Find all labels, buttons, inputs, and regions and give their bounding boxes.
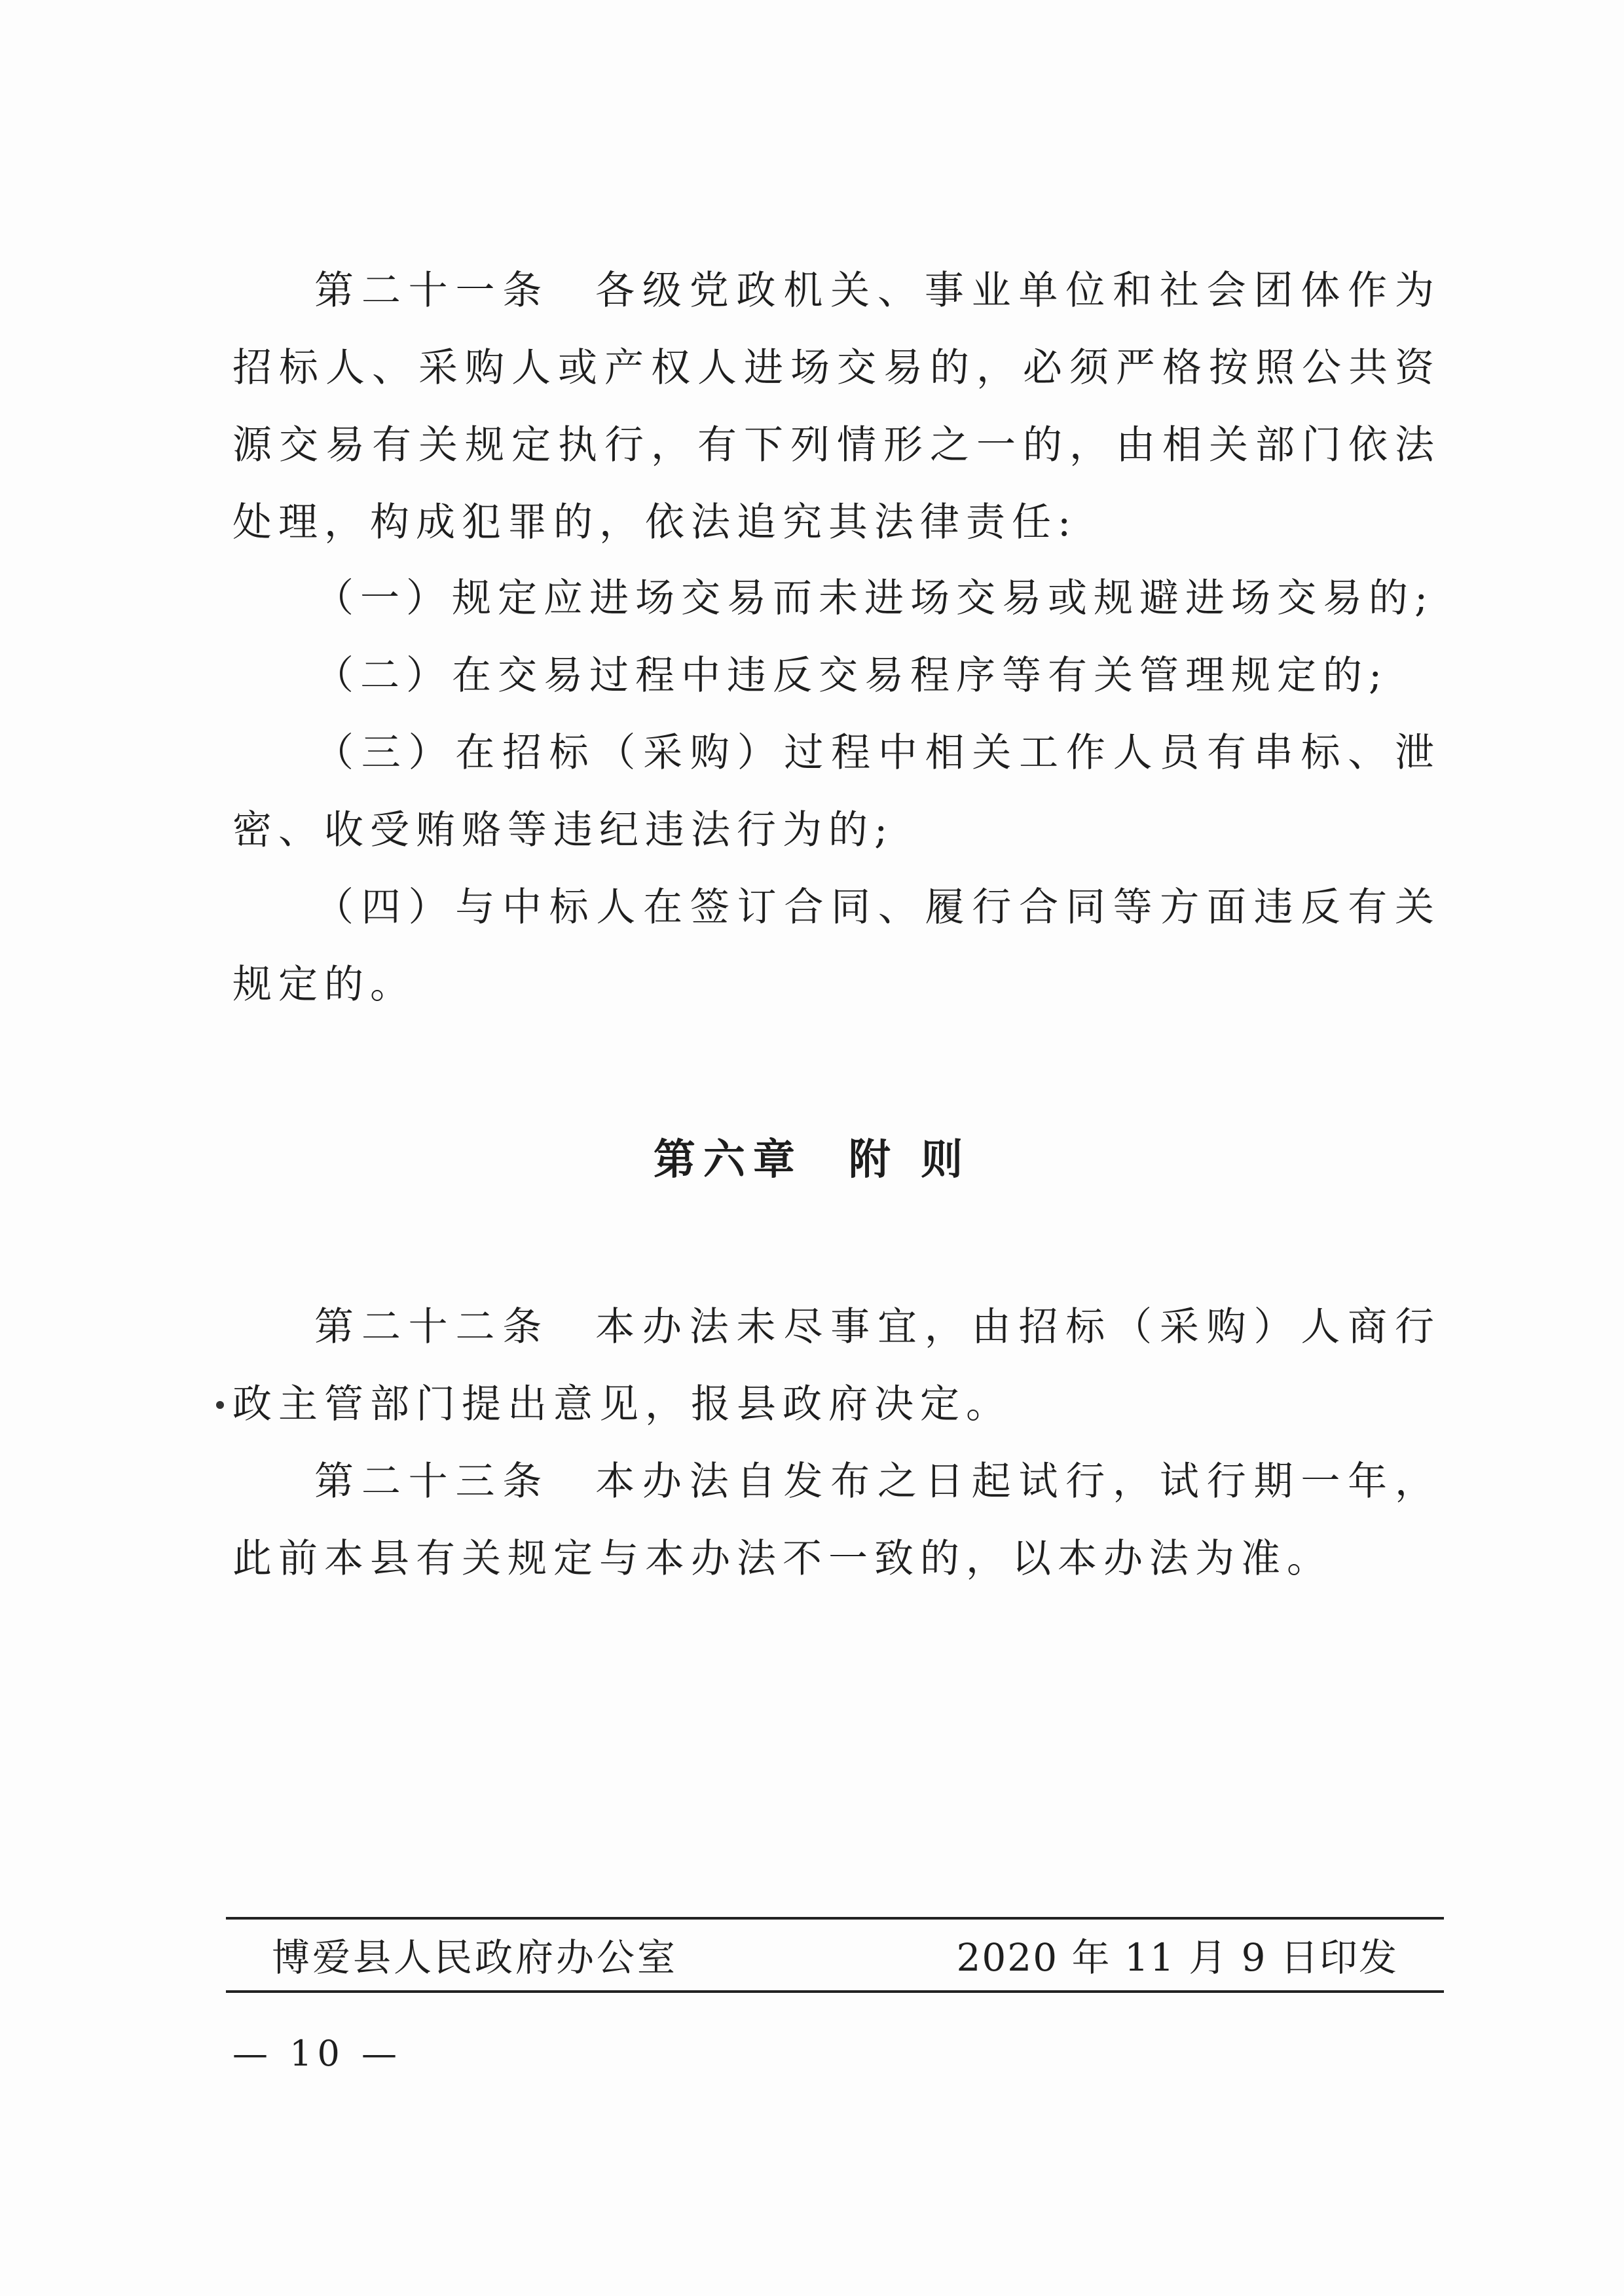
article-21-item-1: （一）规定应进场交易而未进场交易或规避进场交易的; (314, 575, 1435, 621)
article-23-body: 本办法自发布之日起试行，试行期一年，此前本县有关规定与本办法不一致的，以本办法为准。 (232, 1459, 1441, 1582)
article-22-body: 本办法未尽事宜，由招标（采购）人商行政主管部门提出意见，报县政府决定。 (232, 1304, 1441, 1427)
article-21-item-3: （三）在招标（采购）过程中相关工作人员有串标、泄密、收受贿赂等违纪违法行为的; (232, 730, 1441, 853)
issue-date: 2020 年 11 月 9 日印发 (956, 1935, 1398, 1980)
issuing-office: 博爱县人民政府办公室 (272, 1935, 678, 1980)
article-23-heading: 第二十三条 (314, 1459, 550, 1504)
footer-top-rule (226, 1917, 1444, 1920)
chapter-title: 附 则 (848, 1136, 971, 1184)
chapter-number: 第六章 (653, 1136, 803, 1184)
chapter-heading (0, 1126, 1624, 1186)
article-21-paragraph (232, 252, 1441, 561)
article-21-item-4: （四）与中标人在签订合同、履行合同等方面违反有关规定的。 (232, 884, 1441, 1008)
scan-speck (216, 1401, 224, 1409)
footer-issuer-row (226, 1922, 1444, 1994)
page-number: — 10 — (232, 2033, 403, 2074)
article-21-item-2: （二）在交易过程中违反交易程序等有关管理规定的; (314, 653, 1389, 699)
article-22-heading: 第二十二条 (314, 1304, 550, 1350)
footer-bottom-rule (226, 1990, 1444, 1993)
article-21-body: 各级党政机关、事业单位和社会团体作为招标人、采购人或产权人进场交易的，必须严格按照公共资源交易有关规定执行，有下列情形之一的，由相关部门依法处理，构成犯罪的，依法追究其法律责任: (232, 268, 1441, 545)
article-21-heading: 第二十一条 (314, 268, 550, 314)
article-22-paragraph (232, 1288, 1441, 1443)
article-23-paragraph (232, 1443, 1441, 1597)
